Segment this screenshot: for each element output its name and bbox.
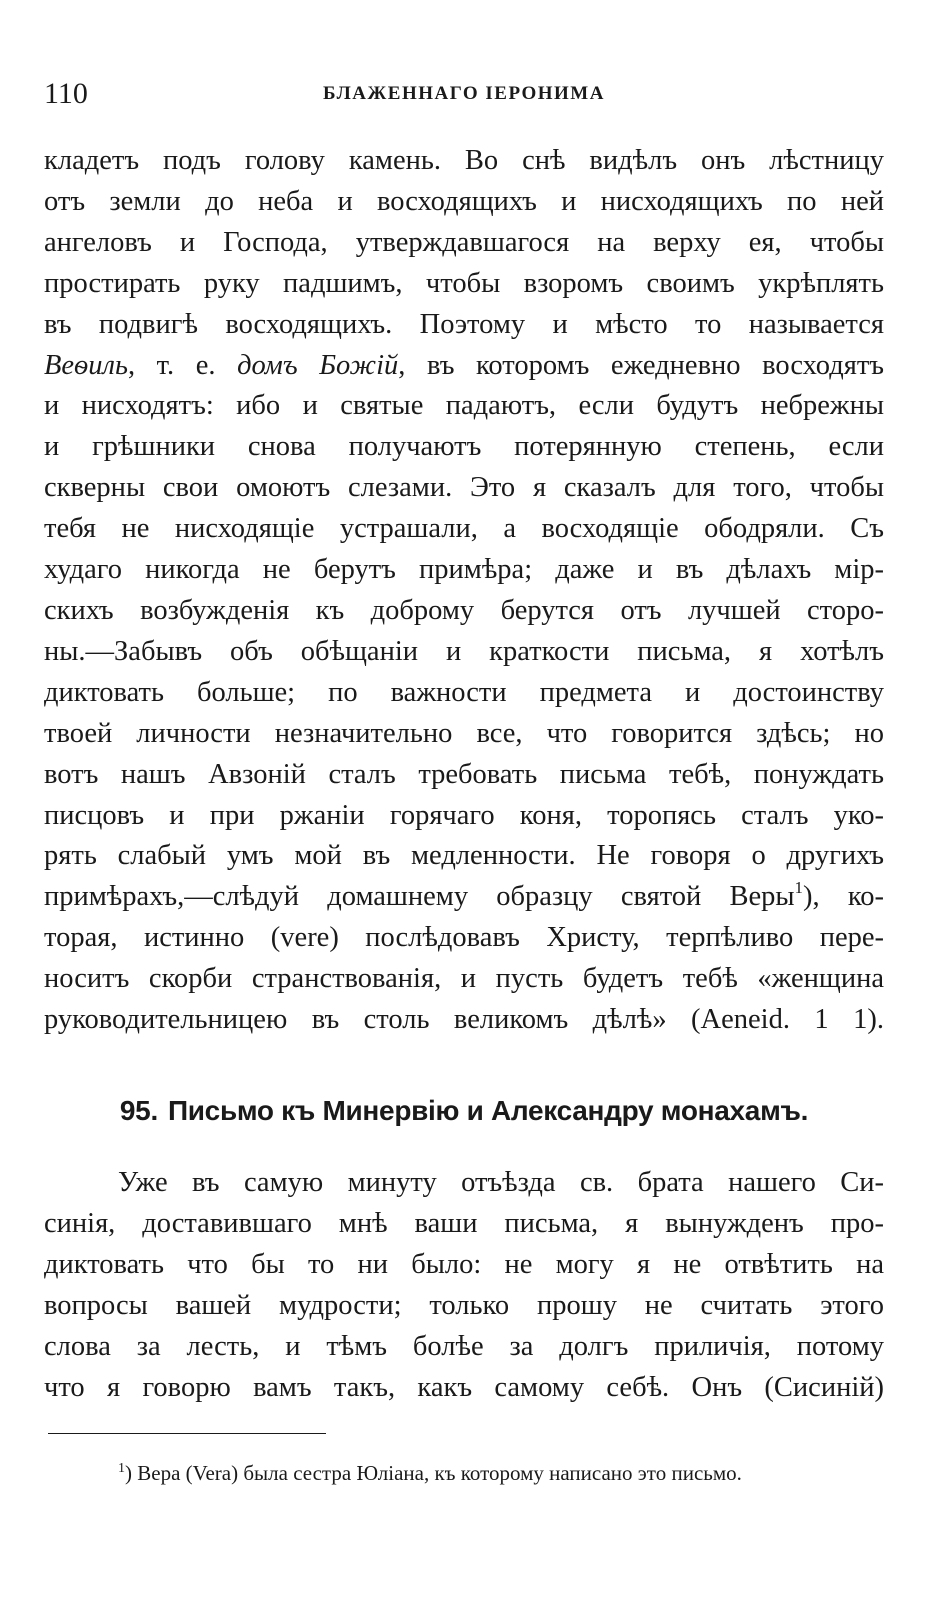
section-heading — [44, 1089, 884, 1133]
text-line: въ подвигѣ восходящихъ. Поэтому и мѣсто то называется — [44, 308, 884, 340]
text-line: слова за лесть, и тѣмъ болѣе за долгъ приличія, потому — [44, 1330, 884, 1362]
text-fragment: ), ко- — [803, 881, 884, 913]
text-line: ны.—Забывъ объ обѣщаніи и краткости письма, я хотѣлъ — [44, 635, 884, 667]
text-line: простирать руку падшимъ, чтобы взоромъ своимъ укрѣплять — [44, 267, 884, 299]
text-line: носитъ скорби странствованія, и пусть будетъ тебѣ «женщина — [44, 963, 884, 995]
text-line: Уже въ самую минуту отъѣзда св. брата нашего Си- — [118, 1167, 884, 1198]
text-line: что я говорю вамъ такъ, какъ самому себѣ. Онъ (Сисиній) — [44, 1371, 884, 1403]
text-line: вопросы вашей мудрости; только прошу не считать этого — [44, 1289, 884, 1321]
text-line: отъ земли до неба и восходящихъ и нисходящихъ по ней — [44, 185, 884, 217]
footnote-divider — [48, 1433, 326, 1434]
letter-continuation-text — [44, 141, 884, 1041]
text-line: скверны свои омоютъ слезами. Это я сказалъ для того, чтобы — [44, 472, 884, 504]
text-fragment: примѣрахъ,—слѣдуй домашнему образцу святой Веры — [44, 881, 795, 913]
text-fragment: , въ которомъ ежедневно восходятъ — [398, 349, 885, 381]
text-line: вотъ нашъ Авзоній сталъ требовать письма тебѣ, понуждать — [44, 758, 884, 790]
text-line: и нисходятъ: ибо и святые падаютъ, если будутъ небрежны — [44, 390, 884, 422]
italic-term-bethel: Веѳиль — [44, 349, 128, 381]
text-line: писцовъ и при ржаніи горячаго коня, торопясь сталъ уко- — [44, 799, 884, 831]
text-fragment: , т. е. — [127, 349, 238, 381]
running-header — [44, 74, 884, 114]
text-line: торая, истинно (vere) послѣдовавъ Христу, терпѣливо пере- — [44, 922, 884, 954]
page-number: 110 — [44, 77, 88, 110]
text-line: синія, доставившаго мнѣ ваши письма, я вынужденъ про- — [44, 1207, 884, 1239]
section-body-text — [44, 1163, 884, 1408]
text-line: твоей личности незначительно все, что говорится здѣсь; но — [44, 717, 884, 749]
footnote — [44, 1454, 884, 1488]
text-line: ангеловъ и Господа, утверждавшагося на верху ея, чтобы — [44, 226, 884, 258]
text-line: кладетъ подъ голову камень. Во снѣ видѣлъ онъ лѣстницу — [44, 145, 884, 176]
section-number: 95. — [119, 1095, 158, 1126]
text-line: скихъ возбужденія къ доброму берутся отъ лучшей сторо- — [44, 594, 884, 626]
text-line — [44, 346, 884, 387]
text-line — [44, 877, 884, 918]
text-line: диктовать больше; по важности предмета и достоинству — [44, 676, 884, 708]
footnote-reference[interactable]: 1 — [794, 878, 804, 898]
section-title: Письмо къ Минервію и Александру монахамъ. — [167, 1095, 809, 1126]
text-line: тебя не нисходящіе устрашали, а восходящіе ободряли. Съ — [44, 513, 884, 545]
text-line: и грѣшники снова получаютъ потерянную степень, если — [44, 431, 884, 463]
text-line: худаго никогда не берутъ примѣра; даже и въ дѣлахъ мір- — [44, 554, 884, 586]
text-line: руководительницею въ столь великомъ дѣлѣ» (Aeneid. 1 1). — [44, 1004, 884, 1036]
footnote-text: ) Вера (Vera) была сестра Юліана, къ которому написано это письмо. — [125, 1461, 742, 1485]
italic-term-house-of-god: домъ Божій — [237, 349, 399, 381]
text-line: диктовать что бы то ни было: не могу я не отвѣтить на — [44, 1248, 884, 1280]
running-title: БЛАЖЕННАГО ІЕРОНИМА — [323, 83, 605, 104]
text-line: рять слабый умъ мой въ медленности. Не говоря о другихъ — [44, 840, 884, 872]
footnote-mark: 1 — [118, 1461, 125, 1476]
